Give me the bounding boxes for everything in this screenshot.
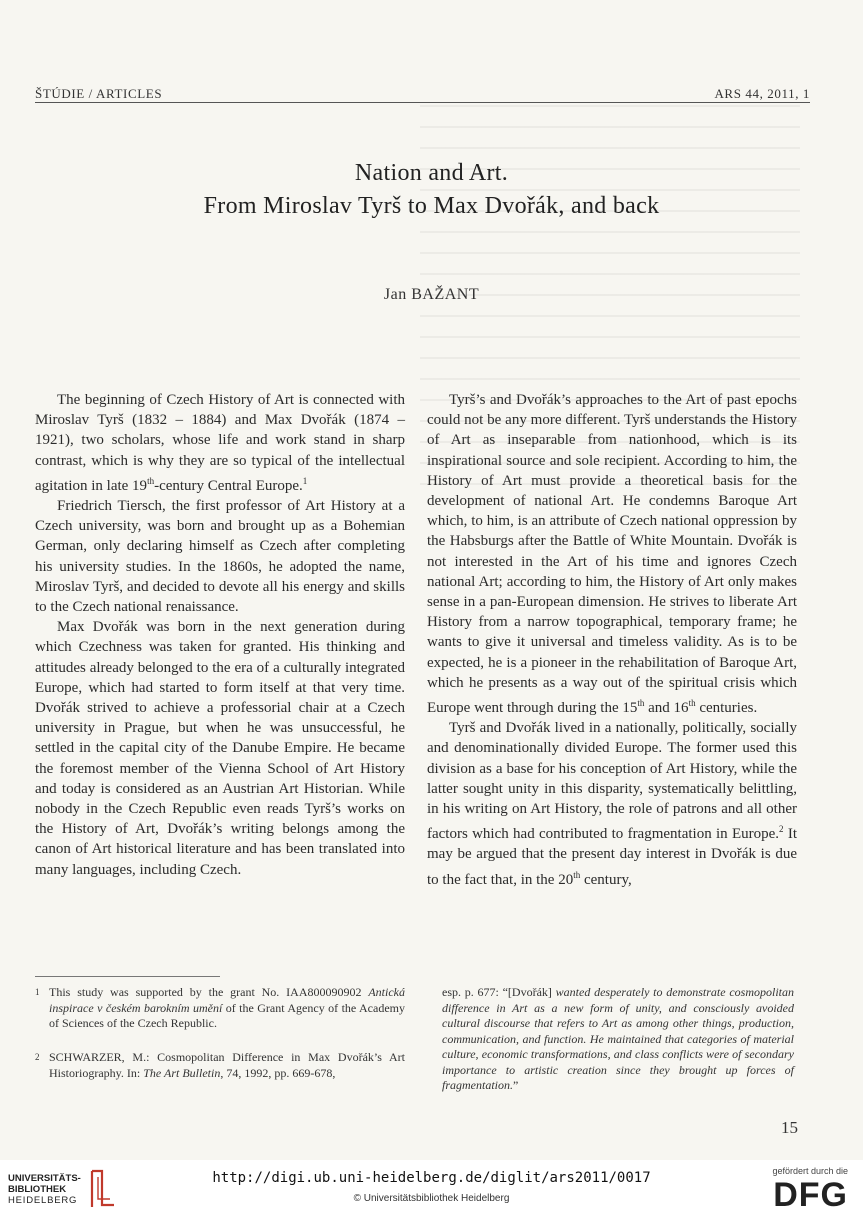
digitization-footer	[0, 1160, 863, 1217]
right-text-column	[427, 390, 797, 890]
footnote-ref: 2	[779, 824, 784, 835]
permalink-url[interactable]: http://digi.ub.uni-heidelberg.de/diglit/ars2011/0017	[212, 1170, 651, 1186]
footnote-number: 2	[35, 1052, 40, 1062]
dfg-logo: gefördert durch die DFG	[772, 1166, 848, 1214]
university-library-logo: UNIVERSITÄTS- BIBLIOTHEK HEIDELBERG	[8, 1165, 118, 1210]
article-title-line2: From Miroslav Tyrš to Max Dvořák, and back	[203, 193, 660, 219]
paragraph: Friedrich Tiersch, the first professor of Art History at a Czech university, was born and brought up as a Bohemian German, only declaring himself as Czech after completing his university studies. In the 1860s, he adopted the name, Miroslav Tyrš, and decided to devote all his energy and skills to the Czech national renaissance.	[35, 498, 405, 616]
page-number: 15	[781, 1118, 798, 1137]
running-header-journal: ARS 44, 2011, 1	[714, 86, 810, 101]
footnote-1: 1 This study was supported by the grant No. IAA800090902 Antická inspirace v českém barokním umění of the Grant Agency of the Academy of Sciences of the Czech Republic.	[35, 985, 405, 1030]
running-header-section: ŠTÚDIE / ARTICLES	[35, 86, 163, 101]
left-text-column	[35, 390, 405, 880]
footnote-2: 2 SCHWARZER, M.: Cosmopolitan Difference in Max Dvořák’s Art Historiography. In: The Art Bulletin, 74, 1992, pp. 669-678,	[35, 1050, 405, 1080]
copyright-notice: © Universitätsbibliothek Heidelberg	[353, 1193, 510, 1204]
footnote-2-continued: esp. p. 677: “[Dvořák] wanted desperately to demonstrate cosmopolitan difference in Art as a new form of unity, and consciously avoided cultural discourse that refers to Art as among other things, production, communication, and function. He maintained that categories of material culture, economic transformations, and class conflicts were of secondary importance to artistic creation since they brought up forces of fragmentation.”	[442, 985, 794, 1092]
header-rule	[35, 102, 810, 103]
paragraph: Tyrš’s and Dvořák’s approaches to the Art of past epochs could not be any more different. Tyrš understands the History of Art as inseparable from nationhood, which is its inspirational source and sole recipient. According to him, the History of Art must provide a theoretical basis for the development of national Art. He condemns Baroque Art which, to him, is an attribute of Czech national oppression by the Habsburgs after the Battle of White Mountain. Dvořák is not interested in the Art of his time and ignores Czech national Art; according to him, the History of Art only makes sense in a pan-European dimension. He strives to liberate Art History from a narrow topographical, temporary frame; he wants to give it universal and timeless validity. As is to be expected, he is a pioneer in the rehabilitation of Baroque Art, which he presents as a way out of the spiritual crisis which Europe went through during the 15th and 16th centuries.	[427, 392, 797, 717]
footnote-ref: 1	[302, 475, 308, 486]
article-title-line1: Nation and Art.	[354, 160, 509, 186]
paragraph: Tyrš and Dvořák lived in a nationally, politically, socially and denominationally divided Europe. The former used this division as a base for his conception of Art History, while the latter sought unity in this disparity, systematically belittling, in his writing on Art History, the role of patrons and all other factors which had contributed to fragmentation in Europe.$^2$ It may be argued that the present day interest in Dvořák is due to the fact that, in the 20th century,	[427, 720, 797, 888]
footnote-number: 1	[35, 987, 40, 997]
paragraph: Max Dvořák was born in the next generation during which Czechness was taken for granted. His thinking and attitudes already belonged to the era of a culturally integrated Europe, which had started to form itself at that very time. Dvořák strived to achieve a professorial chair at a Czech university in Prague, but when he was unsuccessful, he settled in the capital city of the Danube Empire. He became the foremost member of the Vienna School of Art History and today is considered as an Austrian Art Historian. While nobody in the Czech Republic even reads Tyrš’s works on the History of Art, Dvořák’s writing belongs among the canon of Art historical literature and has been translated into many languages, including Czech.	[35, 619, 405, 878]
footnote-rule	[35, 976, 220, 977]
article-author: Jan BAŽANT	[383, 286, 480, 303]
paragraph: The beginning of Czech History of Art is connected with Miroslav Tyrš (1832 – 1884) and Max Dvořák (1874 – 1921), two scholars, whose life and work stand in sharp contrast, which is why they are so typical of the intellectual agitation in late 19th-century Central Europe.$^1$	[35, 392, 405, 494]
